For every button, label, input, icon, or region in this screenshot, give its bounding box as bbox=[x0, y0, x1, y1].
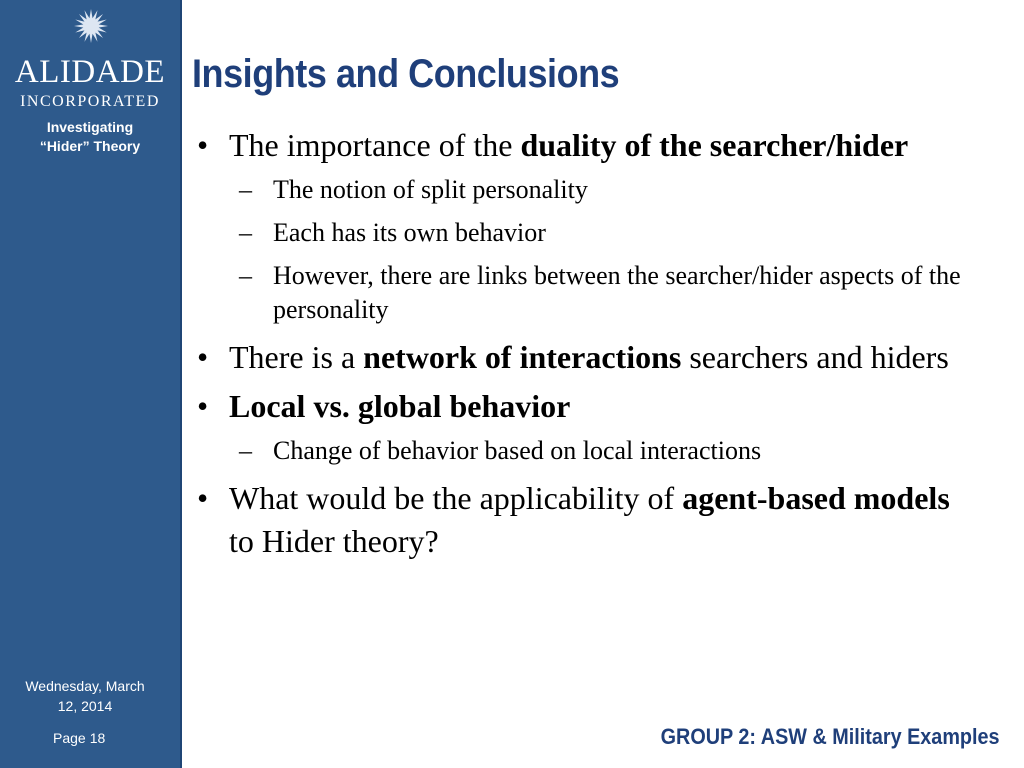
page-number bbox=[53, 728, 105, 748]
footer-text: GROUP 2: ASW & Military Examples bbox=[661, 724, 1000, 749]
subtitle-line-2: “Hider” Theory bbox=[39, 138, 141, 154]
slide-content bbox=[192, 124, 972, 569]
bullet-text: There is a bbox=[229, 339, 364, 375]
slide-title: Insights and Conclusions bbox=[192, 52, 620, 96]
sub-bullet bbox=[192, 259, 972, 327]
sub-bullet-text: Each has its own behavior bbox=[273, 218, 546, 247]
bullet-text-bold: Local vs. global behavior bbox=[229, 388, 571, 424]
date-line-1: Wednesday, March bbox=[25, 678, 145, 694]
sub-bullet-text: However, there are links between the searcher/hider aspects of the personality bbox=[273, 261, 961, 324]
bullet-text: The importance of the bbox=[229, 127, 521, 163]
bullet-glyph: • bbox=[197, 339, 209, 375]
sub-bullet-text: The notion of split personality bbox=[273, 175, 588, 204]
sub-bullet-text: Change of behavior based on local interactions bbox=[273, 436, 762, 465]
sidebar bbox=[0, 0, 180, 768]
page-label: Page bbox=[53, 730, 86, 746]
presentation-date bbox=[0, 676, 170, 716]
bullet-glyph: • bbox=[197, 127, 209, 163]
sidebar-divider bbox=[180, 0, 182, 768]
subtitle-line-1: Investigating bbox=[46, 119, 134, 135]
bullet-point bbox=[192, 124, 972, 167]
bullet-text-bold: network of interactions bbox=[363, 339, 682, 375]
dash-glyph: – bbox=[239, 175, 252, 204]
bullet-text: searchers and hiders bbox=[681, 339, 949, 375]
logo-name: ALIDADE bbox=[14, 54, 166, 90]
bullet-glyph: • bbox=[197, 388, 209, 424]
date-line-2: 12, 2014 bbox=[57, 698, 113, 714]
page-number-value: 18 bbox=[89, 730, 106, 746]
bullet-point bbox=[192, 336, 972, 379]
bullet-glyph: • bbox=[197, 480, 209, 516]
logo-subtitle: INCORPORATED bbox=[20, 93, 160, 110]
bullet-text-bold: duality of the searcher/hider bbox=[520, 127, 909, 163]
sub-bullet bbox=[192, 216, 972, 250]
dash-glyph: – bbox=[239, 218, 252, 247]
presentation-subtitle bbox=[0, 118, 180, 156]
bullet-text-bold: agent-based models bbox=[682, 480, 950, 516]
dash-glyph: – bbox=[239, 436, 252, 465]
bullet-point bbox=[192, 477, 972, 563]
bullet-text: to Hider theory? bbox=[229, 523, 439, 559]
sub-bullet bbox=[192, 173, 972, 207]
dash-glyph: – bbox=[239, 261, 252, 290]
sunburst-star-icon bbox=[73, 8, 109, 44]
sub-bullet bbox=[192, 434, 972, 468]
bullet-point bbox=[192, 385, 972, 428]
bullet-text: What would be the applicability of bbox=[229, 480, 683, 516]
